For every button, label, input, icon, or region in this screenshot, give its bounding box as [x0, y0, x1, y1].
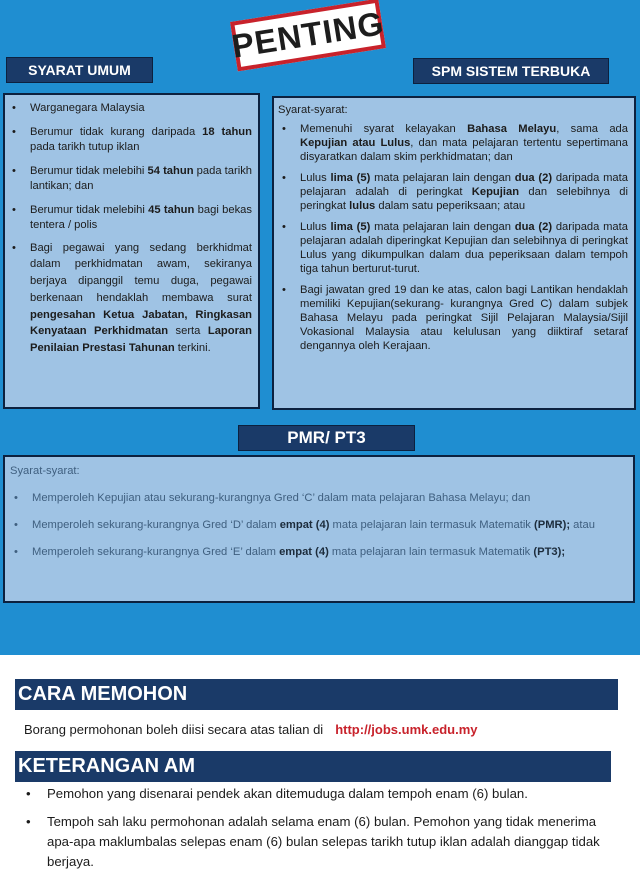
item-text: Berumur tidak kurang daripada — [30, 125, 203, 138]
list-item — [8, 203, 252, 234]
item-text: Memenuhi syarat kelayakan — [300, 123, 468, 135]
item-bold: lulus — [349, 200, 376, 212]
item-text: dan selebihnya di peringkat — [300, 186, 628, 212]
pmr-panel — [3, 455, 635, 603]
item-bold: Kepujian — [471, 186, 520, 198]
syarat-umum-title: SYARAT UMUM — [28, 62, 131, 78]
item-bold: dua (2) — [514, 221, 553, 233]
item-text: Memperoleh Kepujian atau sekurang-kurangnya Gred ‘C’ dalam mata pelajaran Bahasa Melayu; dan — [32, 492, 531, 504]
item-bold: empat (4) — [279, 519, 330, 531]
item-bold: 18 tahun — [202, 125, 252, 138]
item-text: Berumur tidak melebihi — [30, 203, 149, 216]
cara-memohon-heading — [15, 679, 618, 710]
list-item — [8, 101, 252, 117]
apply-text: Borang permohonan boleh diisi secara atas talian di — [24, 722, 324, 737]
spm-header: Syarat-syarat: — [278, 104, 348, 116]
item-text: daripada mata pelajaran adalah diperingkat Kepujian dan selebihnya di peringkat Lulus yang dikumpulkan dalam dua peperiksaan dalam tempoh tiga tahun berturut-turut. — [300, 221, 628, 275]
item-bold: pengesahan Ketua Jabatan, Ringkasan Kenyataan Perkhidmatan — [30, 308, 252, 338]
list-item — [8, 240, 252, 358]
keterangan-am-title: KETERANGAN AM — [18, 755, 196, 777]
apply-instructions — [24, 722, 478, 737]
item-text: mata pelajaran lain termasuk Matematik — [329, 519, 535, 531]
item-text: pada tarikh tutup iklan — [30, 141, 140, 153]
list-item: • Pemohon yang disenarai pendek akan ditemuduga dalam tempoh enam (6) bulan. — [20, 784, 620, 804]
item-bold: Bahasa Melayu — [467, 123, 557, 135]
item-bold: empat (4) — [279, 546, 329, 558]
item-text: Berumur tidak melebihi — [30, 164, 148, 177]
pmr-title: PMR/ PT3 — [287, 428, 366, 447]
item-text: Memperoleh sekurang-kurangnya Gred ‘E’ dalam — [32, 546, 280, 558]
item-text: Bagi pegawai yang sedang berkhidmat dalam perkhidmatan awam, sekiranya berjaya dipanggil temu duga, pegawai berkenaan hendaklah membawa surat — [30, 241, 252, 304]
item-text: mata pelajaran lain dengan — [370, 172, 515, 184]
item-text: , sama ada — [556, 123, 628, 135]
list-item — [278, 171, 628, 213]
item-text: terkini. — [174, 342, 211, 355]
pmr-list — [10, 490, 625, 560]
keterangan-am-list — [20, 784, 620, 880]
item-bold: lima (5) — [330, 221, 371, 233]
keterangan-am-heading — [15, 751, 611, 782]
item-text: pada tarikh lantikan; dan — [30, 164, 253, 192]
item-text: daripada mata pelajaran adalah di peringkat — [300, 172, 628, 198]
list-item — [10, 544, 625, 560]
item-text: Warganegara Malaysia — [30, 102, 145, 114]
list-item — [278, 283, 628, 353]
cara-memohon-title: CARA MEMOHON — [18, 683, 188, 705]
syarat-umum-label — [6, 57, 153, 83]
item-bold: (PT3); — [533, 546, 566, 558]
list-item — [8, 164, 252, 195]
pmr-header: Syarat-syarat: — [10, 465, 80, 477]
syarat-umum-list — [8, 101, 252, 357]
item-bold: (PMR); — [534, 519, 571, 531]
item-text: Lulus — [300, 172, 331, 184]
list-item — [8, 125, 252, 156]
list-item — [278, 122, 628, 164]
spm-list — [278, 122, 628, 353]
item-text: mata pelajaran lain termasuk Matematik — [328, 546, 534, 558]
syarat-umum-panel — [3, 93, 260, 409]
spm-title: SPM SISTEM TERBUKA — [431, 63, 591, 79]
spm-label — [413, 58, 609, 84]
item-text: atau — [570, 519, 595, 531]
list-item — [278, 220, 628, 276]
item-bold: lima (5) — [330, 172, 371, 184]
item-bold: 45 tahun — [148, 203, 195, 216]
item-text: mata pelajaran lain dengan — [370, 221, 515, 233]
item-text: , dan mata pelajaran tertentu sepertimana disyaratkan dalam skim perkhidmatan; dan — [300, 137, 629, 163]
list-item: • Tempoh sah laku permohonan adalah selama enam (6) bulan. Pemohon yang tidak menerima apa-apa maklumbalas selepas enam (6) bulan selepas tarikh tutup iklan adalah dianggap tidak berjaya. — [20, 812, 620, 872]
item-text: bagi bekas tentera / polis — [30, 203, 252, 231]
pmr-label — [238, 425, 415, 451]
item-bold: 54 tahun — [147, 164, 194, 177]
item-bold: Laporan Penilaian Prestasi Tahunan — [30, 325, 252, 355]
list-item — [10, 517, 625, 533]
item-text: Lulus — [300, 221, 331, 233]
item-text: Bagi jawatan gred 19 dan ke atas, calon bagi Lantikan hendaklah memiliki Kepujian(sekurang- kurangnya Gred C) dalam subjek Bahasa Melayu pada peringkat Sijil Pelajaran Malaysia/Sijil Vokasional Malaysia atau kelulusan yang diiktiraf setaraf dengannya oleh Kerajaan. — [300, 284, 628, 352]
jobs-link[interactable]: http://jobs.umk.edu.my — [335, 722, 478, 737]
item-text: dalam satu peperiksaan; atau — [375, 200, 526, 212]
item-text: serta — [168, 325, 208, 338]
item-text: Memperoleh sekurang-kurangnya Gred ‘D’ dalam — [32, 519, 280, 531]
list-item — [10, 490, 625, 506]
item-bold: dua (2) — [514, 172, 553, 184]
item-bold: Kepujian atau Lulus — [300, 137, 411, 149]
stamp-text: PENTING — [229, 4, 387, 65]
spm-panel — [272, 96, 636, 410]
